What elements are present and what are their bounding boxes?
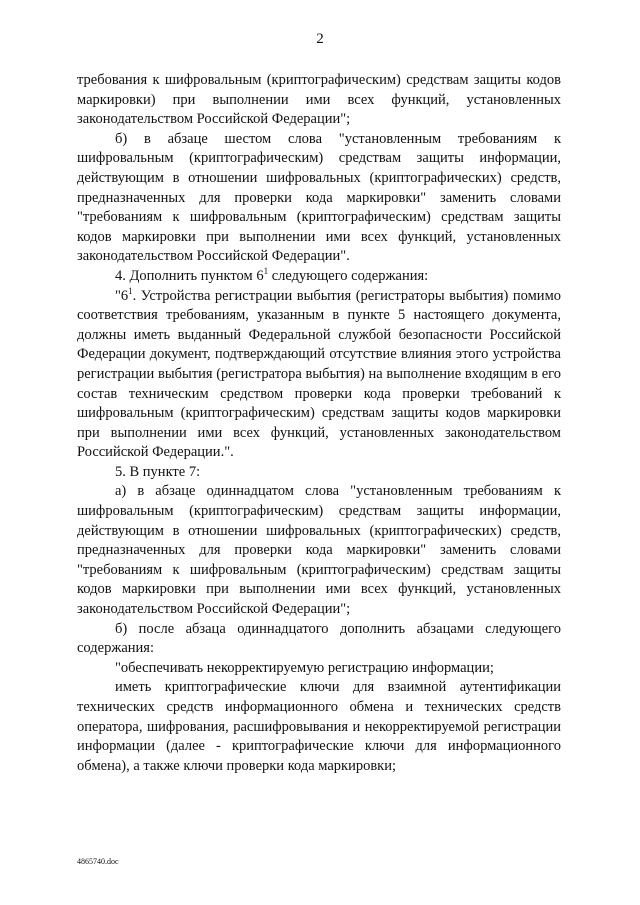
paragraph-text: "6 — [115, 287, 129, 304]
paragraph-quote-2 — [77, 678, 561, 776]
paragraph-text: следующего содержания: — [268, 267, 429, 284]
file-name-footer: 4865740.doc — [77, 857, 119, 866]
superscript: 1 — [128, 285, 133, 296]
paragraph-text: . Устройства регистрации выбытия (регистраторы выбытия) помимо соответствия требованиям, указанным в пункте 5 настоящего документа, должны иметь выданный Федеральной службой безопасности Российской Федерации документ, подтверждающий отсутствие влияния этого устройства регистрации выбытия (регистратора выбытия) на выполнение входящим в его состав техническим средством проверки кода проверки требований к шифровальным (криптографическим) средствам защиты кодов маркировки при выполнении ими всех функций, установленных законодательством Российской Федерации.". — [77, 287, 561, 461]
paragraph-text: 5. В пункте 7: — [115, 463, 201, 480]
paragraph-text: 4. Дополнить пунктом 6 — [115, 267, 264, 284]
paragraph-item-5 — [77, 463, 561, 483]
paragraph-item-b-2 — [77, 620, 561, 659]
paragraph-text: б) после абзаца одиннадцатого дополнить абзацами следующего содержания: — [77, 620, 561, 657]
document-body — [77, 71, 561, 776]
paragraph-item-4 — [77, 267, 561, 287]
paragraph-text: требования к шифровальным (криптографическим) средствам защиты кодов маркировки) при выполнении ими всех функций, установленных законодательством Российской Федерации"; — [77, 72, 561, 128]
paragraph-continuation — [77, 71, 561, 130]
paragraph-item-a — [77, 482, 561, 619]
page-number: 2 — [316, 31, 324, 47]
paragraph-item-6-1 — [77, 287, 561, 463]
paragraph-text: а) в абзаце одиннадцатом слова "установленным требованиям к шифровальным (криптографическим) средствам защиты информации, действующим в отношении шифровальных (криптографических) средств, предназначенных для проверки кода маркировки" заменить словами "требованиям к шифровальным (криптографическим) средствам защиты кодов маркировки при выполнении ими всех функций, установленных законодательством Российской Федерации"; — [77, 483, 561, 618]
paragraph-quote-1 — [77, 659, 561, 679]
paragraph-text: иметь криптографические ключи для взаимной аутентификации технических средств информационного обмена и технических средств оператора, шифрования, расшифровывания и некорректируемой регистрации информации (далее - криптографические ключи для информационного обмена), а также ключи проверки кода маркировки; — [77, 679, 561, 774]
paragraph-text: "обеспечивать некорректируемую регистрацию информации; — [115, 659, 494, 676]
superscript: 1 — [263, 265, 269, 276]
paragraph-item-b — [77, 130, 561, 267]
paragraph-text: б) в абзаце шестом слова "установленным требованиям к шифровальным (криптографическим) средствам защиты информации, действующим в отношении шифровальных (криптографических) средств, предназначенных для проверки кода маркировки" заменить словами "требованиям к шифровальным (криптографическим) средствам защиты кодов маркировки при выполнении ими всех функций, установленных законодательством Российской Федерации". — [77, 130, 561, 265]
